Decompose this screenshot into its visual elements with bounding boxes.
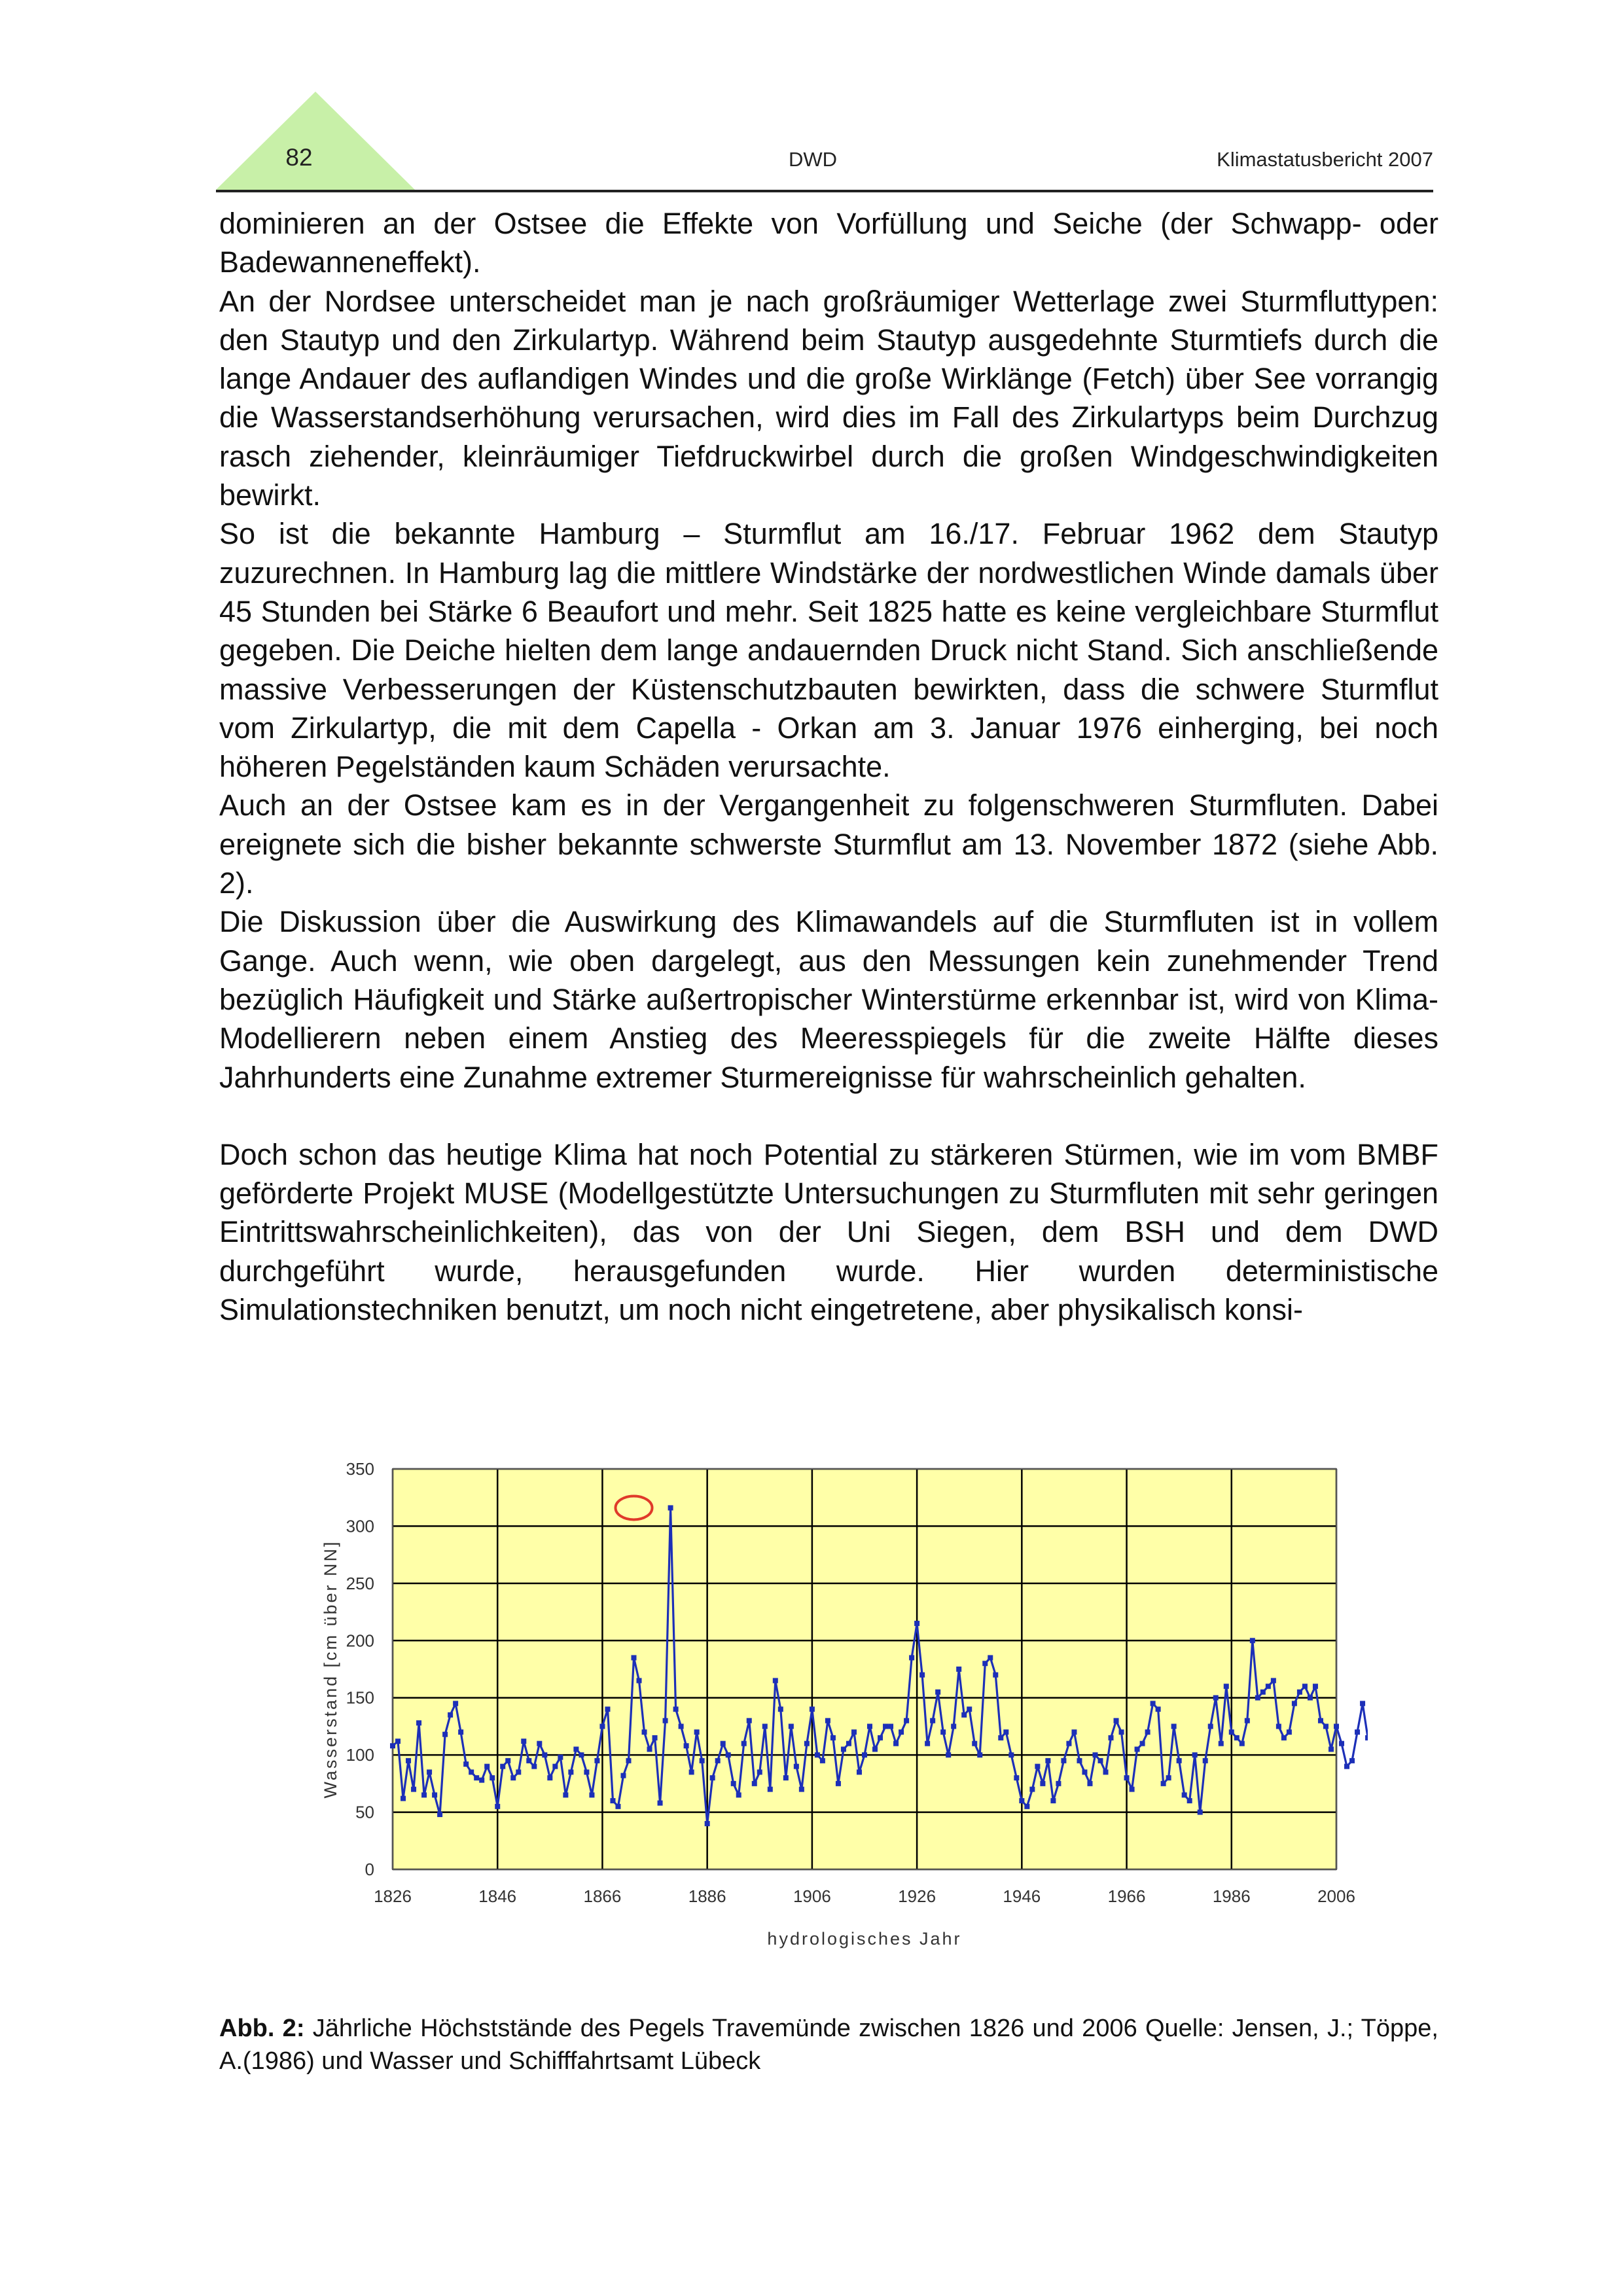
data-point: [448, 1712, 453, 1718]
data-point: [1187, 1798, 1192, 1803]
data-point: [1003, 1729, 1008, 1735]
data-point: [411, 1787, 416, 1792]
data-point: [820, 1758, 825, 1763]
data-point: [951, 1723, 956, 1729]
data-point: [1114, 1718, 1119, 1723]
data-point: [705, 1821, 710, 1826]
data-point: [1066, 1741, 1071, 1746]
data-point: [679, 1723, 684, 1729]
data-point: [972, 1741, 977, 1746]
data-point: [689, 1769, 694, 1775]
data-point: [1050, 1798, 1056, 1803]
data-point: [1339, 1741, 1344, 1746]
data-point: [1045, 1758, 1050, 1763]
data-point: [1250, 1638, 1255, 1643]
data-point: [542, 1752, 547, 1757]
data-point: [500, 1764, 505, 1769]
header-rule: [216, 190, 1433, 192]
data-point: [668, 1505, 673, 1510]
y-tick-label: 0: [365, 1860, 374, 1879]
data-point: [395, 1739, 401, 1744]
data-point: [642, 1729, 647, 1735]
data-point: [846, 1741, 851, 1746]
data-point: [521, 1739, 526, 1744]
data-point: [851, 1729, 857, 1735]
data-point: [510, 1775, 516, 1780]
data-point: [1287, 1729, 1292, 1735]
data-point: [421, 1792, 427, 1797]
data-point: [1271, 1678, 1276, 1683]
data-point: [1349, 1758, 1355, 1763]
data-point: [437, 1812, 442, 1817]
data-point: [1182, 1792, 1187, 1797]
data-point: [552, 1764, 558, 1769]
data-point: [663, 1718, 668, 1723]
page-header: [216, 92, 1433, 196]
data-point: [594, 1758, 599, 1763]
data-point: [531, 1764, 537, 1769]
paragraph-2: An der Nordsee unterscheidet man je nach großräumiger Wetterlage zwei Sturmfluttypen: den Stautyp und den Zirkulartyp. Während beim Stautyp ausgedehnte Sturmtiefs durch die lange Andauer des auflandigen Windes und die große Wirklänge (Fetch) über See vorrangig die Wasserstandserhöhung verursachen, wird dies im Fall des Zirkulartyps beim Durchzug rasch ziehender, kleinräumiger Tiefdruckwirbel durch die großen Windgeschwindigkeiten bewirkt.: [219, 284, 1438, 512]
data-point: [658, 1801, 663, 1806]
data-point: [1240, 1741, 1245, 1746]
data-point: [573, 1746, 579, 1752]
data-point: [599, 1723, 605, 1729]
data-point: [1329, 1746, 1334, 1752]
data-point: [857, 1769, 862, 1775]
y-tick-label: 300: [346, 1516, 374, 1536]
data-point: [1098, 1758, 1103, 1763]
data-point: [1061, 1758, 1066, 1763]
data-point: [961, 1712, 967, 1718]
data-point: [878, 1735, 883, 1740]
data-point: [1281, 1735, 1287, 1740]
data-point: [799, 1787, 804, 1792]
data-point: [1092, 1752, 1097, 1757]
data-point: [479, 1778, 484, 1783]
data-point: [390, 1743, 395, 1748]
data-point: [589, 1792, 594, 1797]
body-text: [219, 204, 1438, 1329]
data-point: [474, 1775, 479, 1780]
data-point: [1276, 1723, 1281, 1729]
data-point: [1156, 1706, 1161, 1712]
data-point: [579, 1752, 584, 1757]
data-point: [605, 1706, 610, 1712]
data-point: [872, 1746, 878, 1752]
y-tick-label: 150: [346, 1687, 374, 1708]
data-point: [1213, 1695, 1219, 1701]
data-point: [867, 1723, 872, 1729]
data-point: [558, 1755, 563, 1760]
plot-area: [393, 1469, 1336, 1869]
data-point: [930, 1718, 935, 1723]
data-point: [998, 1735, 1003, 1740]
data-point: [1077, 1758, 1082, 1763]
data-point: [762, 1723, 768, 1729]
data-point: [1166, 1775, 1171, 1780]
data-point: [804, 1741, 810, 1746]
paragraph-5: Die Diskussion über die Auswirkung des Klimawandels auf die Sturmfluten ist in vollem Gange. Auch wenn, wie oben dargelegt, aus den Messungen kein zunehmender Trend bezüglich Häufigkeit und Stärke außertropischer Winterstürme erkennbar ist, wird von Klima-Modellierern neben einem Anstieg des Meeresspiegels für die zweite Hälfte dieses Jahrhunderts eine Zunahme extremer Sturmereignisse für wahrscheinlich gehalten.: [219, 905, 1438, 1094]
data-point: [1313, 1684, 1318, 1689]
data-point: [490, 1775, 495, 1780]
data-point: [563, 1792, 568, 1797]
data-point: [647, 1746, 652, 1752]
data-point: [1014, 1775, 1019, 1780]
data-point: [1318, 1718, 1323, 1723]
data-point: [935, 1689, 940, 1695]
data-point: [1040, 1781, 1045, 1786]
data-point: [1308, 1695, 1313, 1701]
data-point: [815, 1752, 820, 1757]
data-point: [1323, 1723, 1329, 1729]
data-point: [1266, 1684, 1271, 1689]
data-point: [1035, 1764, 1040, 1769]
data-point: [1071, 1729, 1077, 1735]
data-point: [1229, 1729, 1234, 1735]
data-point: [416, 1720, 421, 1725]
x-axis: [374, 1886, 1355, 1906]
data-point: [1109, 1735, 1114, 1740]
data-point: [516, 1769, 521, 1775]
x-tick-label: 1926: [898, 1886, 936, 1906]
data-point: [432, 1792, 437, 1797]
data-point: [836, 1781, 841, 1786]
data-point: [1024, 1804, 1029, 1809]
data-point: [1208, 1723, 1213, 1729]
data-point: [406, 1758, 411, 1763]
data-point: [463, 1761, 469, 1767]
data-point: [1365, 1735, 1368, 1740]
data-point: [1203, 1758, 1208, 1763]
data-point: [694, 1729, 700, 1735]
y-axis: [346, 1459, 374, 1879]
x-tick-label: 1886: [688, 1886, 726, 1906]
data-point: [1145, 1729, 1150, 1735]
caption-text: Jährliche Höchststände des Pegels Travemünde zwischen 1826 und 2006 Quelle: Jensen, J.; Töppe, A.(1986) und Wasser und Schifffahrtsamt Lübeck: [219, 2015, 1438, 2075]
data-point: [620, 1773, 626, 1778]
data-point: [736, 1792, 741, 1797]
data-point: [1087, 1781, 1092, 1786]
data-point: [495, 1804, 500, 1809]
data-point: [841, 1746, 846, 1752]
data-point: [810, 1706, 815, 1712]
data-point: [652, 1735, 658, 1740]
data-point: [1130, 1787, 1135, 1792]
data-point: [401, 1796, 406, 1801]
data-point: [615, 1804, 620, 1809]
data-point: [1150, 1701, 1156, 1706]
paragraph-1: dominieren an der Ostsee die Effekte von Vorfüllung und Seiche (der Schwapp- oder Badewanneneffekt).: [219, 207, 1438, 279]
y-tick-label: 100: [346, 1745, 374, 1765]
data-point: [988, 1655, 993, 1661]
data-point: [427, 1769, 432, 1775]
data-point: [505, 1758, 510, 1763]
y-tick-label: 200: [346, 1631, 374, 1651]
data-point: [1245, 1718, 1250, 1723]
data-point: [925, 1741, 930, 1746]
data-point: [1082, 1769, 1087, 1775]
paragraph-6: Doch schon das heutige Klima hat noch Potential zu stärkeren Stürmen, wie im vom BMBF geförderte Projekt MUSE (Modellgestützte Untersuchungen zu Sturmfluten mit sehr geringen Eintrittswahrscheinlichkeiten), das von der Uni Siegen, dem BSH und dem DWD durchgeführt wurde, herausgefunden wurde. Hier wurden deterministische Simulationstechniken benutzt, um noch nicht eingetretene, aber physikalisch konsi-: [219, 1137, 1438, 1327]
data-point: [1119, 1729, 1124, 1735]
data-point: [1297, 1689, 1302, 1695]
chart-svg: [308, 1449, 1368, 1960]
data-point: [982, 1661, 988, 1666]
data-point: [768, 1787, 773, 1792]
data-point: [726, 1752, 731, 1757]
data-point: [773, 1678, 778, 1683]
page-number: 82: [285, 144, 313, 171]
data-point: [721, 1741, 726, 1746]
x-tick-label: 2006: [1317, 1886, 1355, 1906]
data-point: [883, 1723, 888, 1729]
x-tick-label: 1826: [374, 1886, 412, 1906]
data-point: [1124, 1775, 1130, 1780]
y-tick-label: 50: [355, 1802, 374, 1822]
data-point: [610, 1798, 615, 1803]
x-tick-label: 1986: [1212, 1886, 1251, 1906]
data-point: [526, 1758, 531, 1763]
data-point: [1198, 1810, 1203, 1815]
data-point: [899, 1729, 904, 1735]
data-point: [731, 1781, 736, 1786]
data-point: [684, 1743, 689, 1748]
data-point: [741, 1741, 747, 1746]
data-point: [789, 1723, 794, 1729]
figure-caption: [219, 2012, 1438, 2077]
data-point: [1302, 1684, 1308, 1689]
data-point: [469, 1769, 474, 1775]
data-point: [1344, 1764, 1349, 1769]
data-point: [1334, 1723, 1339, 1729]
data-point: [904, 1718, 909, 1723]
data-point: [1103, 1769, 1109, 1775]
data-point: [946, 1752, 951, 1757]
x-tick-label: 1866: [583, 1886, 622, 1906]
header-publisher: DWD: [789, 148, 838, 171]
y-tick-label: 250: [346, 1573, 374, 1593]
data-point: [1135, 1746, 1140, 1752]
data-point: [752, 1781, 757, 1786]
header-report-title: Klimastatusbericht 2007: [1217, 148, 1433, 171]
data-point: [710, 1775, 715, 1780]
data-point: [893, 1741, 899, 1746]
data-point: [862, 1752, 867, 1757]
data-point: [956, 1667, 961, 1672]
data-point: [1029, 1787, 1035, 1792]
data-point: [783, 1775, 789, 1780]
data-point: [1161, 1781, 1166, 1786]
x-tick-label: 1946: [1003, 1886, 1041, 1906]
data-point: [919, 1672, 925, 1678]
data-point: [977, 1752, 982, 1757]
x-tick-label: 1906: [793, 1886, 831, 1906]
data-point: [1219, 1741, 1224, 1746]
data-point: [888, 1723, 893, 1729]
data-point: [1224, 1684, 1229, 1689]
data-point: [484, 1764, 490, 1769]
data-point: [794, 1764, 799, 1769]
data-point: [1292, 1701, 1297, 1706]
data-point: [1171, 1723, 1177, 1729]
data-point: [715, 1758, 721, 1763]
data-point: [637, 1678, 642, 1683]
data-point: [1255, 1695, 1260, 1701]
data-point: [825, 1718, 830, 1723]
data-point: [778, 1706, 783, 1712]
paragraph-4: Auch an der Ostsee kam es in der Vergangenheit zu folgenschweren Sturmfluten. Dabei ereignete sich die bisher bekannte schwerste Sturmflut am 13. November 1872 (siehe Abb. 2).: [219, 788, 1438, 900]
x-axis-label: hydrologisches Jahr: [767, 1929, 962, 1949]
data-point: [1360, 1701, 1365, 1706]
data-point: [1234, 1735, 1240, 1740]
data-point: [584, 1769, 589, 1775]
data-point: [453, 1701, 458, 1706]
y-tick-label: 350: [346, 1459, 374, 1479]
data-point: [914, 1621, 919, 1626]
data-point: [909, 1655, 914, 1661]
data-point: [547, 1775, 552, 1780]
data-point: [1192, 1752, 1198, 1757]
x-tick-label: 1846: [478, 1886, 517, 1906]
data-point: [1177, 1758, 1182, 1763]
data-point: [940, 1729, 946, 1735]
data-point: [537, 1741, 542, 1746]
caption-label: Abb. 2:: [219, 2015, 305, 2042]
data-point: [700, 1758, 705, 1763]
data-point: [442, 1732, 448, 1737]
data-point: [1140, 1741, 1145, 1746]
data-point: [458, 1729, 463, 1735]
data-point: [993, 1672, 998, 1678]
x-tick-label: 1966: [1107, 1886, 1146, 1906]
data-point: [757, 1769, 762, 1775]
data-point: [1260, 1689, 1266, 1695]
data-point: [1056, 1781, 1061, 1786]
figure-water-level-chart: [308, 1449, 1368, 1960]
data-point: [1355, 1729, 1360, 1735]
data-point: [568, 1769, 573, 1775]
data-point: [967, 1706, 972, 1712]
data-point: [673, 1706, 679, 1712]
y-axis-label: Wasserstand [cm über NN]: [321, 1540, 340, 1799]
data-point: [1008, 1752, 1014, 1757]
data-point: [626, 1758, 632, 1763]
data-point: [1019, 1798, 1024, 1803]
data-point: [747, 1718, 752, 1723]
data-point: [830, 1735, 836, 1740]
paragraph-3: So ist die bekannte Hamburg – Sturmflut am 16./17. Februar 1962 dem Stautyp zuzurechnen. In Hamburg lag die mittlere Windstärke der nordwestlichen Winde damals über 45 Stunden bei Stärke 6 Beaufort und mehr. Seit 1825 hatte es keine vergleichbare Sturmflut gegeben. Die Deiche hielten dem lange andauernden Druck nicht Stand. Sich anschließende massive Verbesserungen der Küstenschutzbauten bewirkten, dass die schwere Sturmflut vom Zirkulartyp, die mit dem Capella - Orkan am 3. Januar 1976 einherging, bei noch höheren Pegelständen kaum Schäden verursachte.: [219, 517, 1438, 784]
page-corner-triangle: [216, 92, 425, 193]
data-point: [632, 1655, 637, 1661]
